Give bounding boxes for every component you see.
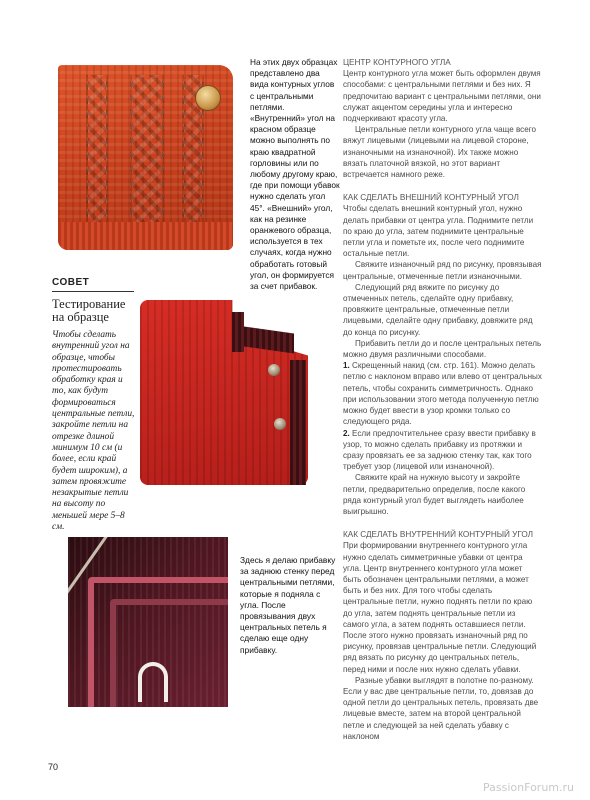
list-number: 1.: [343, 361, 350, 371]
photo-caption-bottom: Здесь я делаю прибавку за заднюю стенку перед центральными петлями, которые я подняла с угла. После провязывания двух центральных петель я сделаю еще одну прибавку.: [240, 555, 336, 655]
numbered-paragraph: [343, 428, 543, 473]
paragraph: При формировании внутреннего контурного угла нужно сделать симметричные убавки от центра угла. Центр внутреннего контурного угла может быть обозначен центральными петлями, а может быть и без них. Для того чтобы сделать центральные петли, нужно поднять петли по краю до угла, затем поднять центральные петли из самого угла, а затем поднять оставшиеся петли. После этого нужно провязать изнаночный ряд по рисунку, провязав центральные петли. Следующий ряд вязать по рисунку до центральных петель, перед ними и после них нужно сделать убавки.: [343, 541, 537, 674]
page-number: 70: [48, 762, 59, 772]
article-column: [343, 57, 543, 742]
section-heading: КАК СДЕЛАТЬ ВНУТРЕННИЙ КОНТУРНЫЙ УГОЛ: [343, 530, 533, 540]
cable-pattern: [86, 75, 108, 228]
ribbing-edge: [58, 222, 233, 250]
paragraph: Свяжите край на нужную высоту и закройте петли, предварительно определив, после какого ряда контурный угол будет выглядеть наиболее выигрышно.: [343, 473, 526, 516]
knitting-closeup-photo: [68, 537, 228, 707]
paragraph-text: Скрещенный накид (см. стр. 161). Можно делать петлю с наклоном вправо или влево от центральных петель, чтобы сохранить симметричность. Однако при использовании этого метода полученную петлю можно будет ввести в узор кромки только со следующего ряда.: [343, 361, 542, 427]
paragraph: Чтобы сделать внешний контурный угол, нужно делать прибавки от центра угла. Поднимите петли по краю до угла, затем поднимите центральные петли угла и пометьте их, после чего поднимите остальные петли.: [343, 204, 534, 259]
photo-caption-top: На этих двух образцах представлено два вида контурных углов с центральными петлями. «Внутренний» угол на красном образце можно выполнять по краю квадратной горловины или по любому другому краю, где при помощи убавок нужно сделать угол 45°. «Внешний» угол, как на резинке оранжевого образца, используется в тех случаях, когда нужно обработать готовый угол, он формируется за счет прибавок.: [250, 57, 340, 292]
pink-edge-band: [110, 599, 228, 707]
red-swatch-photo: [140, 300, 308, 485]
metal-button: [268, 364, 280, 376]
paragraph: Разные убавки выглядят в полотне по-разному. Если у вас две центральные петли, то, довязав до одной петли до центральных петель, провязать две лицевые вместе, затем на второй центральной петле и следующей за ней сделать убавку с наклоном: [343, 675, 539, 741]
cable-pattern: [130, 75, 164, 228]
red-swatch-body: [140, 300, 308, 485]
paragraph: Центральные петли контурного угла чаще всего вяжут лицевыми (лицевыми на лицевой стороне, изнаночными на изнаночной). Их также можно вязать платочной вязкой, но этот вариант встречается намного реже.: [343, 125, 536, 180]
tip-body: Чтобы сделать внутренний угол на образце, чтобы протестировать обработку края и то, как будут формироваться центральные петли, закройте петли на отрезке длиной минимум 10 см (и более, если край будет широким), а затем провяжите незакрытые петли на высоту по меньшей мере 5–8 см.: [52, 330, 135, 533]
paragraph: Свяжите изнаночный ряд по рисунку, провязывая центральные, отмеченные петли изнаночными.: [343, 260, 542, 281]
dark-edge-strip: [232, 312, 244, 352]
wooden-button: [195, 85, 221, 111]
dark-edge-strip: [290, 360, 306, 485]
metal-button: [274, 418, 286, 430]
paragraph: Центр контурного угла может быть оформлен двумя способами: с центральными петлями и без них. Я предпочитаю вариант с центральными петлями, они служат акцентом середины угла и интересно подчеркивают красоту угла.: [343, 69, 541, 124]
yarn-loop: [138, 662, 168, 702]
section-heading: ЦЕНТР КОНТУРНОГО УГЛА: [343, 58, 451, 67]
section-heading: КАК СДЕЛАТЬ ВНЕШНИЙ КОНТУРНЫЙ УГОЛ: [343, 193, 519, 203]
list-number: 2.: [343, 428, 350, 438]
numbered-paragraph: [343, 360, 543, 427]
tip-title: Тестирование на образце: [52, 297, 126, 324]
paragraph: Следующий ряд вяжите по рисунку до отмеченных петель, сделайте одну прибавку, провяжите центральные, отмеченные петли лицевыми, сделайте одну прибавку, довяжите ряд до конца по рисунку.: [343, 282, 533, 337]
tip-label: СОВЕТ: [52, 277, 134, 292]
paragraph: Прибавить петли до и после центральных петель можно двумя различными способами.: [343, 338, 542, 360]
watermark: PassionForum.ru: [483, 781, 574, 794]
paragraph-text: Если предпочтительнее сразу ввести прибавку в узор, то можно сделать прибавку из протяжки и сразу провязать ее за заднюю стенку так, как того требует узор (лицевой или изнаночной).: [343, 428, 536, 472]
